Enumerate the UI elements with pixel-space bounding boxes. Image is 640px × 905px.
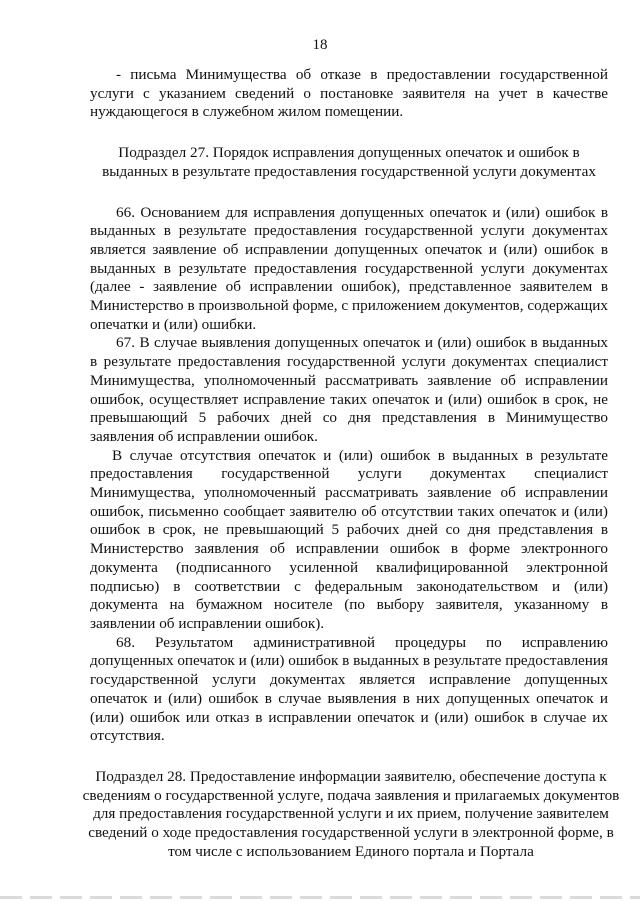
subsection-28-heading: Подраздел 28. Предоставление информации заявителю, обеспечение доступа к сведениям о государственной услуге, подача заявления и прилагаемых документов для предоставления государственной услуги и их прием, получение заявителем сведений о ходе предоставления государственной услуги в электронной форме, в том числе с использованием Единого портала и Портала bbox=[82, 767, 620, 860]
document-body bbox=[82, 66, 620, 861]
scan-edge-artifact bbox=[0, 896, 640, 899]
paragraph-intro: - письма Минимущества об отказе в предоставлении государственной услуги с указанием сведений о постановке заявителя на учет в качестве нуждающегося в служебном жилом помещении. bbox=[90, 66, 608, 121]
paragraph-66: 66. Основанием для исправления допущенных опечаток и (или) ошибок в выданных в результате предоставления государственной услуги документах является заявление об исправлении допущенных опечаток и (или) ошибок в выданных в результате предоставления государственной услуги документах (далее - заявление об исправлении ошибок), представленное заявителем в Министерство в произвольной форме, с приложением документов, содержащих опечатки и (или) ошибки. bbox=[90, 203, 608, 333]
paragraph-67-continuation: В случае отсутствия опечаток и (или) ошибок в выданных в результате предоставления государственной услуги документах специалист Минимущества, уполномоченный рассматривать заявление об исправлении ошибок, письменно сообщает заявителю об отсутствии таких опечаток и (или) ошибок в срок, не превышающий 5 рабочих дней со дня представления в Министерство заявления об исправлении ошибок в форме электронного документа (подписанного усиленной квалифицированной электронной подписью) в соответствии с федеральным законодательством и (или) документа на бумажном носителе (по выбору заявителя, указанному в заявлении об исправлении ошибок). bbox=[90, 446, 608, 632]
paragraph-68: 68. Результатом административной процедуры по исправлению допущенных опечаток и (или) ошибок в выданных в результате предоставления государственной услуги документах является исправление допущенных опечаток и (или) ошибок в случае выявления в них допущенных опечаток и (или) ошибок или отказ в исправлении опечаток и (или) ошибок в случае их отсутствия. bbox=[90, 633, 609, 745]
subsection-27-heading: Подраздел 27. Порядок исправления допущенных опечаток и ошибок в выданных в результате предоставления государственной услуги документах bbox=[102, 144, 596, 180]
page-number: 18 bbox=[312, 37, 328, 53]
paragraph-67: 67. В случае выявления допущенных опечаток и (или) ошибок в выданных в результате предоставления государственной услуги документах специалист Минимущества, уполномоченный рассматривать заявление об исправлении ошибок, осуществляет исправление таких опечаток и (или) ошибок в срок, не превышающий 5 рабочих дней со дня представления в Минимущество заявления об исправлении ошибок. bbox=[90, 334, 608, 445]
